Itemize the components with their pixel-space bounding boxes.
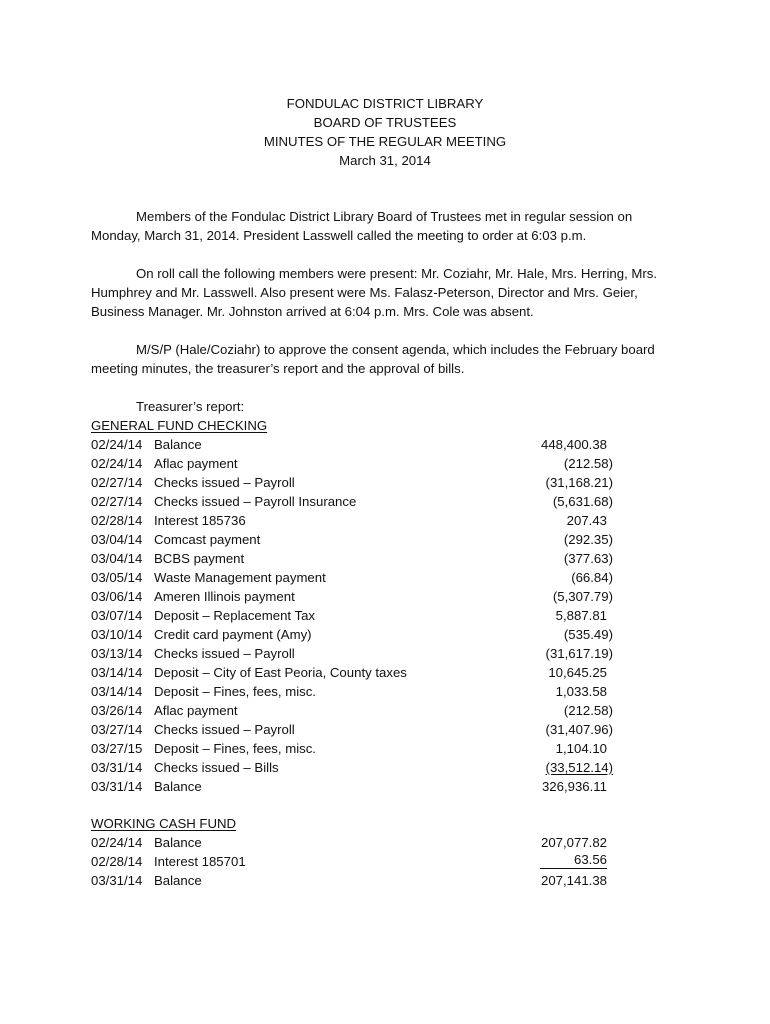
header-board-name: BOARD OF TRUSTEES [313,115,457,130]
ledger-row [91,682,631,701]
ledger-row [91,663,631,682]
ledger-date: 02/27/14 [91,475,143,490]
header-minutes-title: MINUTES OF THE REGULAR MEETING [263,134,507,149]
ledger-row [91,473,631,492]
working-cash-rows [91,833,631,890]
ledger-date: 02/24/14 [91,456,143,471]
ledger-row [91,568,631,587]
ledger-description: Balance [154,835,202,850]
ledger-amount: (66.84) [571,570,613,585]
ledger-amount: 326,936.11 [541,779,607,794]
ledger-description: Credit card payment (Amy) [154,627,312,642]
ledger-description: Deposit – Fines, fees, misc. [154,684,316,699]
header-meeting-date: March 31, 2014 [339,153,431,168]
ledger-date: 03/14/14 [91,665,143,680]
ledger-row [91,777,631,796]
paragraph-consent-agenda: M/S/P (Hale/Coziahr) to approve the consent agenda, which includes the February board meeting minutes, the treasurer’s report and the approval of bills. [91,342,655,376]
ledger-description: Ameren Illinois payment [154,589,295,604]
ledger-row [91,644,631,663]
header-library-name: FONDULAC DISTRICT LIBRARY [286,96,484,111]
ledger-amount: (31,407.96) [545,722,613,737]
working-cash-section [91,814,631,890]
general-fund-section [91,416,631,796]
ledger-description: Checks issued – Payroll [154,646,295,661]
ledger-description: Balance [154,779,202,794]
ledger-amount: 207.43 [566,513,607,528]
ledger-description: Deposit – Replacement Tax [154,608,316,623]
ledger-date: 02/27/14 [91,494,143,509]
paragraph-session-opening: Members of the Fondulac District Library Board of Trustees met in regular session on Monday, March 31, 2014. President Lasswell called the meeting to order at 6:03 p.m. [91,209,633,243]
ledger-date: 03/05/14 [91,570,143,585]
ledger-description: Checks issued – Payroll [154,722,295,737]
ledger-description: BCBS payment [154,551,245,566]
ledger-row [91,739,631,758]
ledger-amount: (377.63) [563,551,613,566]
ledger-amount: (535.49) [563,627,613,642]
ledger-date: 03/14/14 [91,684,143,699]
ledger-amount: 63.56 [540,852,607,869]
ledger-row [91,492,631,511]
ledger-description: Deposit – Fines, fees, misc. [154,741,316,756]
ledger-description: Comcast payment [154,532,261,547]
ledger-amount: (5,307.79) [552,589,613,604]
ledger-description: Deposit – City of East Peoria, County taxes [154,665,407,680]
ledger-amount: 1,033.58 [555,684,607,699]
ledger-date: 03/27/14 [91,722,143,737]
ledger-amount: 448,400.38 [540,437,607,452]
ledger-description: Checks issued – Bills [154,760,279,775]
ledger-amount: (31,168.21) [545,475,613,490]
ledger-date: 03/31/14 [91,779,143,794]
ledger-description: Checks issued – Payroll Insurance [154,494,357,509]
ledger-amount: 10,645.25 [548,665,607,680]
ledger-date: 03/27/15 [91,741,143,756]
ledger-date: 02/28/14 [91,513,143,528]
ledger-row [91,833,631,852]
ledger-row [91,701,631,720]
ledger-description: Aflac payment [154,456,238,471]
ledger-row [91,454,631,473]
ledger-date: 03/10/14 [91,627,143,642]
ledger-date: 03/07/14 [91,608,143,623]
ledger-row [91,435,631,454]
ledger-amount: 1,104.10 [555,741,607,756]
ledger-row [91,511,631,530]
ledger-description: Balance [154,873,202,888]
ledger-description: Checks issued – Payroll [154,475,295,490]
ledger-amount: 207,141.38 [540,873,607,888]
ledger-row [91,720,631,739]
ledger-description: Waste Management payment [154,570,326,585]
ledger-date: 03/31/14 [91,760,143,775]
ledger-row [91,852,631,871]
treasurer-report-label: Treasurer’s report: [136,399,245,414]
ledger-amount: (33,512.14) [545,760,613,775]
ledger-date: 03/31/14 [91,873,143,888]
ledger-row [91,587,631,606]
ledger-date: 03/13/14 [91,646,143,661]
ledger-row [91,530,631,549]
ledger-date: 03/04/14 [91,532,143,547]
general-fund-rows [91,435,631,796]
ledger-description: Interest 185736 [154,513,246,528]
ledger-row [91,606,631,625]
working-cash-title: WORKING CASH FUND [91,816,237,831]
ledger-date: 03/26/14 [91,703,143,718]
ledger-date: 03/04/14 [91,551,143,566]
document-header [0,94,770,170]
general-fund-title: GENERAL FUND CHECKING [91,418,268,433]
ledger-date: 02/28/14 [91,854,143,869]
ledger-row [91,549,631,568]
paragraph-roll-call: On roll call the following members were present: Mr. Coziahr, Mr. Hale, Mrs. Herring, Mrs. Humphrey and Mr. Lasswell. Also present were Ms. Falasz-Peterson, Director and Mrs. Geier, Business Manager. Mr. Johnston arrived at 6:04 p.m. Mrs. Cole was absent. [91,266,658,319]
ledger-description: Balance [154,437,202,452]
ledger-amount: 5,887.81 [555,608,607,623]
ledger-amount: 207,077.82 [540,835,607,850]
ledger-amount: (5,631.68) [552,494,613,509]
ledger-row [91,625,631,644]
ledger-date: 02/24/14 [91,835,143,850]
ledger-description: Aflac payment [154,703,238,718]
ledger-amount: (31,617.19) [545,646,613,661]
ledger-amount: (212.58) [563,703,613,718]
ledger-amount: (212.58) [563,456,613,471]
ledger-date: 02/24/14 [91,437,143,452]
ledger-description: Interest 185701 [154,854,246,869]
ledger-row [91,871,631,890]
ledger-date: 03/06/14 [91,589,143,604]
ledger-amount: (292.35) [563,532,613,547]
ledger-row [91,758,631,777]
